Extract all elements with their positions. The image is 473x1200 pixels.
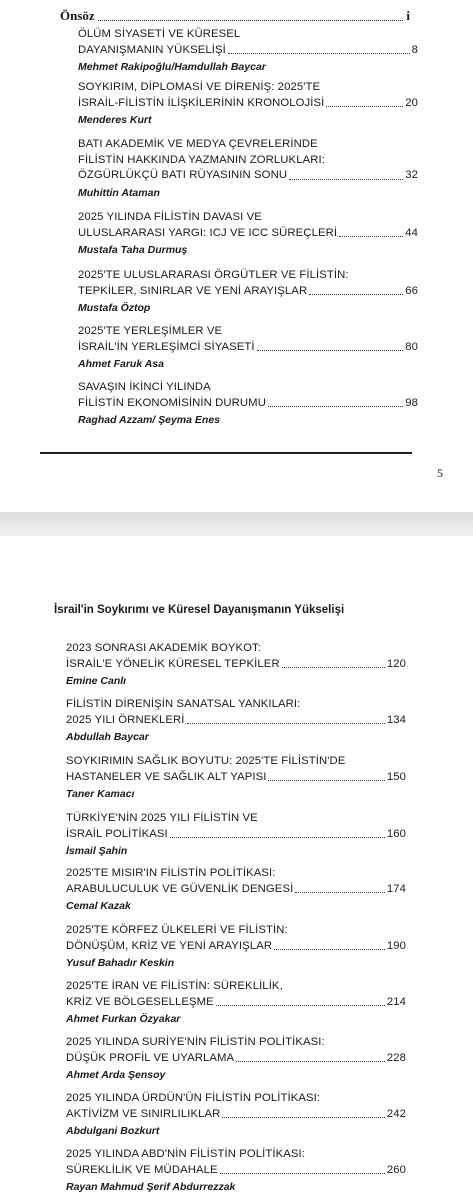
leader-dots [216,1005,385,1006]
entry-page-number: 134 [386,713,406,726]
entry-page-number: 260 [386,1163,406,1176]
leader-dots [289,179,403,180]
entry-page-number: 160 [386,827,406,840]
entry-author: Taner Kamacı [66,788,135,800]
entry-author: Cemal Kazak [66,900,131,912]
preface-entry[interactable] [60,8,410,24]
entry-page-number: 120 [386,657,406,670]
entry-title-last-line [78,168,418,184]
entry-title-line: FİLİSTİN HAKKINDA YAZMANIN ZORLUKLARI: [78,153,325,166]
entry-author: Muhittin Ataman [78,186,160,199]
toc-entry[interactable] [78,380,418,427]
entry-title-line: 2023 SONRASI AKADEMİK BOYKOT: [66,642,262,654]
entry-page-number: 190 [386,939,406,952]
entry-title-line: 2025'TE KÖRFEZ ÜLKELERİ VE FİLİSTİN: [66,924,288,936]
entry-title-line: 2025'TE MISIR'IN FİLİSTİN POLİTİKASI: [66,867,276,879]
entry-title-last-line [78,96,418,112]
toc-entry[interactable] [78,210,418,257]
entry-title [78,380,418,411]
entry-page-number: 32 [405,169,418,181]
entry-author: İsmail Şahin [66,845,128,857]
entry-page-number: 174 [386,882,406,895]
entry-title [66,1091,406,1122]
toc-entry[interactable] [66,1091,406,1138]
toc-entry[interactable] [78,324,418,371]
entry-author: Abdullah Baycar [66,731,149,743]
toc-entry[interactable] [78,268,418,315]
toc-entry[interactable] [66,1035,406,1082]
toc-entry[interactable] [66,923,406,970]
entry-title-line: 2025 YILINDA FİLİSTİN DAVASI VE [78,211,262,223]
entry-title-line: SOYKIRIM, DİPLOMASİ VE DİRENİŞ: 2025'TE [78,81,321,93]
entry-title-last-line [66,1163,406,1179]
entry-title-line: BATI AKADEMİK VE MEDYA ÇEVRELERİNDE [78,138,318,150]
entry-title-line: FİLİSTİN DİRENİŞİN SANATSAL YANKILARI: [66,698,301,710]
entry-title-line: 2025 YILINDA SURİYE'NİN FİLİSTİN POLİTİKASI: [66,1036,325,1048]
entry-title-line: ÖLÜM SİYASETİ VE KÜRESEL [78,28,241,40]
entry-title-last-line [78,284,418,300]
entry-page-number: 228 [386,1051,406,1064]
entry-title [78,210,418,241]
entry-author: Ahmet Arda Şensoy [66,1069,166,1081]
entry-title-line: SÜREKLİLİK VE MÜDAHALE [66,1163,218,1176]
entry-title [66,754,406,785]
entry-title-last-line [66,995,406,1011]
preface-label: Önsöz [60,8,95,23]
entry-title [66,641,406,672]
entry-page-number: 242 [386,1107,406,1120]
entry-title-line: 2025 YILI ÖRNEKLERİ [66,713,185,726]
leader-dots [236,1061,385,1062]
entry-title-line: SOYKIRIMIN SAĞLIK BOYUTU: 2025'TE FİLİSTİN'DE [66,755,346,767]
toc-entry[interactable] [78,27,418,74]
leader-dots [268,780,384,781]
entry-title-line: 2025'TE YERLEŞİMLER VE [78,325,223,337]
entry-title [78,324,418,355]
leader-dots [228,53,410,54]
toc-page-2 [0,536,473,1200]
entry-title-line: İSRAİL POLİTİKASI [66,827,168,840]
entry-title-line: 2025 YILINDA ABD'NİN FİLİSTİN POLİTİKASI: [66,1148,305,1160]
entry-title-line: TEPKİLER, SINIRLAR VE YENİ ARAYIŞLAR [78,284,308,297]
entry-title [78,80,418,111]
entry-title [66,1147,406,1178]
entry-title [78,137,418,184]
preface-page: i [406,8,410,23]
entry-author: Rayan Mahmud Şerif Abdurrezzak [66,1181,236,1193]
entry-title-line: İSRAİL'İN YERLEŞİMCİ SİYASETİ [78,340,255,353]
entry-author: Ahmet Faruk Asa [78,358,164,370]
entry-title-line: DÜŞÜK PROFİL VE UYARLAMA [66,1051,235,1064]
entry-title-last-line [66,770,406,786]
entry-title-last-line [66,1107,406,1123]
entry-title-line: İSRAİL'E YÖNELİK KÜRESEL TEPKİLER [66,657,280,670]
entry-author: Mehmet Rakipoğlu/Hamdullah Baycar [78,61,266,73]
toc-entry[interactable] [66,866,406,913]
entry-title-line: SAVAŞIN İKİNCİ YILINDA [78,381,211,393]
entry-title-line: 2025'TE İRAN VE FİLİSTİN: SÜREKLİLİK, [66,980,283,992]
entry-title-last-line [66,713,406,729]
entry-author: Menderes Kurt [78,114,152,126]
entry-title-last-line [78,396,418,412]
leader-dots [339,236,403,237]
entry-title-line: AKTİVİZM VE SINIRLILIKLAR [66,1107,221,1120]
entry-title-last-line [78,340,418,356]
toc-entry[interactable] [66,641,406,688]
leader-dots [187,723,385,724]
entry-page-number: 8 [411,43,418,56]
entry-title-line: KRİZ VE BÖLGESELLEŞME [66,995,214,1008]
entry-page-number: 214 [386,995,406,1008]
leader-dots [222,1117,384,1118]
entry-author: Yusuf Bahadır Keskin [66,957,175,969]
entry-title-line: DAYANIŞMANIN YÜKSELİŞİ [78,43,226,56]
entry-author: Emine Canlı [66,675,127,687]
toc-entry[interactable] [66,697,406,744]
running-header: İsrail'in Soykırımı ve Küresel Dayanışmanın Yükselişi [54,604,345,616]
leader-dots [98,20,404,21]
entry-author: Abdulgani Bozkurt [66,1125,160,1137]
entry-title [66,697,406,728]
entry-title-last-line [78,226,418,242]
entry-title-line: ÖZGÜRLÜKÇÜ BATI RÜYASININ SONU [78,169,288,181]
page-bottom-rule [40,452,412,454]
leader-dots [257,350,404,351]
entry-page-number: 44 [405,226,418,239]
entry-title-last-line [66,827,406,843]
leader-dots [268,406,403,407]
entry-title-last-line [66,1051,406,1067]
leader-dots [274,949,385,950]
entry-title [66,811,406,842]
entry-title-line: HASTANELER VE SAĞLIK ALT YAPISI [66,770,267,783]
leader-dots [326,106,403,107]
entry-title-line: İSRAİL-FİLİSTİN İLİŞKİLERİNİN KRONOLOJİSİ [78,96,325,109]
leader-dots [295,892,385,893]
entry-title-line: 2025 YILINDA ÜRDÜN'ÜN FİLİSTİN POLİTİKASI: [66,1092,321,1104]
entry-page-number: 20 [405,96,418,109]
toc-entry[interactable] [66,1147,406,1194]
entry-title [78,27,418,58]
page-gap [0,512,473,536]
toc-page-1 [0,0,473,512]
page-number: 5 [437,466,443,480]
leader-dots [282,667,385,668]
toc-entry[interactable] [66,754,406,801]
entry-title-line: FİLİSTİN EKONOMİSİNİN DURUMU [78,396,266,409]
entry-author: Mustafa Taha Durmuş [78,244,188,256]
leader-dots [220,1173,385,1174]
entry-title-line: DÖNÜŞÜM, KRİZ VE YENİ ARAYIŞLAR [66,939,273,952]
entry-page-number: 66 [405,284,418,297]
entry-author: Raghad Azzam/ Şeyma Enes [78,414,220,426]
toc-entry[interactable] [78,137,418,200]
entry-title-last-line [78,43,418,59]
entry-title-last-line [66,882,406,898]
entry-page-number: 150 [386,770,406,783]
entry-title-line: TÜRKİYE'NİN 2025 YILI FİLİSTİN VE [66,812,258,824]
entry-author: Ahmet Furkan Özyakar [66,1013,181,1025]
entry-title-last-line [66,657,406,673]
entry-title [66,923,406,954]
entry-title [78,268,418,299]
entry-page-number: 80 [405,340,418,353]
entry-title [66,1035,406,1066]
entry-author: Mustafa Öztop [78,302,151,314]
entry-title-line: 2025'TE ULUSLARARASI ÖRGÜTLER VE FİLİSTİN: [78,269,349,281]
toc-entry[interactable] [66,811,406,858]
toc-entry[interactable] [78,80,418,127]
entry-title [66,866,406,897]
entry-page-number: 98 [405,396,418,409]
toc-entry[interactable] [66,979,406,1026]
entry-title-line: ARABULUCULUK VE GÜVENLİK DENGESİ [66,882,294,895]
entry-title-last-line [66,939,406,955]
leader-dots [309,294,403,295]
leader-dots [170,837,385,838]
entry-title [66,979,406,1010]
entry-title-line: ULUSLARARASI YARGI: ICJ VE ICC SÜREÇLERİ [78,226,338,239]
